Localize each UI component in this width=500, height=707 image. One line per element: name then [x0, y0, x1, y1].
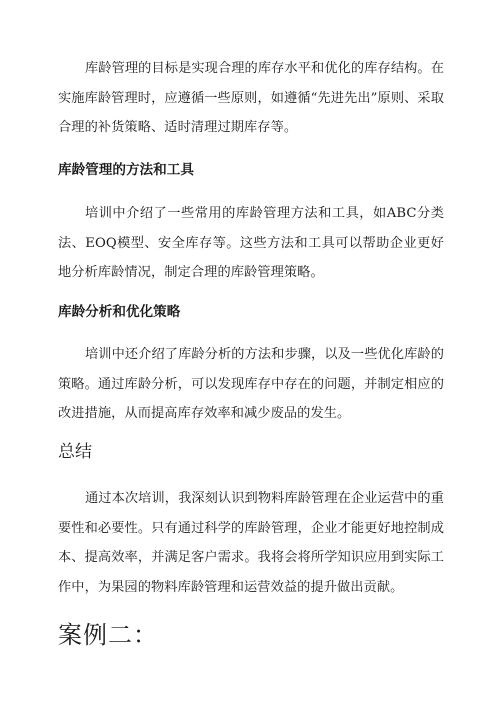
- heading-summary: 总结: [58, 442, 92, 462]
- paragraph-summary: 通过本次培训，我深刻认识到物料库龄管理在企业运营中的重要性和必要性。只有通过科学的库龄管理，企业才能更好地控制成本、提高效率，并满足客户需求。我将会将所学知识应用到实际工作中，为果园的物料库龄管理和运营效益的提升做出贡献。: [58, 491, 444, 595]
- heading-methods-and-tools: 库龄管理的方法和工具: [58, 162, 194, 178]
- heading-analysis-and-optimization: 库龄分析和优化策略: [58, 304, 181, 320]
- paragraph-methods-and-tools: 培训中介绍了一些常用的库龄管理方法和工具，如ABC分类法、EOQ模型、安全库存等。这些方法和工具可以帮助企业更好地分析库龄情况，制定合理的库龄管理策略。: [58, 206, 444, 280]
- paragraph-inventory-age-goals: 库龄管理的目标是实现合理的库存水平和优化的库存结构。在实施库龄管理时，应遵循一些原则，如遵循“先进先出”原则、采取合理的补货策略、适时清理过期库存等。: [58, 61, 444, 135]
- paragraph-analysis-and-optimization: 培训中还介绍了库龄分析的方法和步骤，以及一些优化库龄的策略。通过库龄分析，可以发现库存中存在的问题，并制定相应的改进措施，从而提高库存效率和减少废品的发生。: [58, 347, 444, 421]
- heading-case-two: 案例二：: [58, 621, 158, 649]
